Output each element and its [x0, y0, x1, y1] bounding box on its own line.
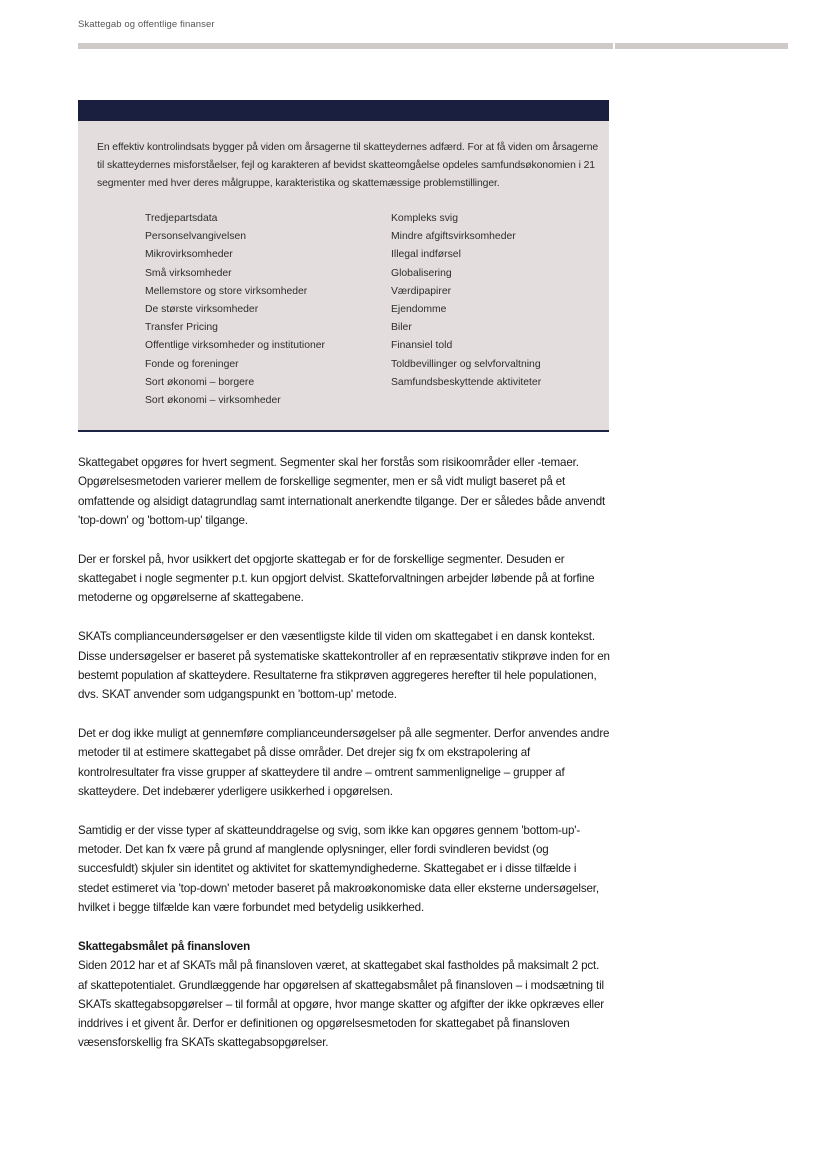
segment-item: Personselvangivelsen [145, 231, 247, 243]
segment-item: Mikrovirksomheder [145, 249, 233, 261]
body-text [78, 453, 610, 1072]
segment-item: Fonde og foreninger [145, 358, 239, 370]
header-rule [78, 43, 788, 49]
segment-item: Transfer Pricing [145, 322, 218, 334]
body-paragraph: Skattegabet opgøres for hvert segment. Segmenter skal her forstås som risikoområder eller -temaer. Opgørelsesmetoden varierer mellem de forskellige segmenter, men er så vidt muligt baseret på et omfattende og alsidigt datagrundlag samt internationalt anerkendte tilgange. Der er således både anvendt 'top-down' og 'bottom-up' tilgange. [78, 456, 606, 527]
segment-item: Sort økonomi – virksomheder [145, 395, 281, 407]
section-heading: Skattegabsmålet på finansloven [78, 939, 251, 953]
info-box-intro: En effektiv kontrolindsats bygger på viden om årsagerne til skatteydernes adfærd. For at få viden om årsagerne til skatteydernes misforståelser, fejl og karakteren af bevidst skatteomgåelse opdeles samfundsøkonomien i 21 segmenter med hver deres målgruppe, karakteristika og skattemæssige problemstillinger. [97, 142, 599, 190]
segment-item: Sort økonomi – borgere [145, 376, 255, 388]
info-box-title-bar [78, 100, 609, 121]
segment-item: Samfundsbeskyttende aktiviteter [391, 376, 542, 388]
segment-item: Biler [391, 322, 412, 334]
segment-list-right [391, 210, 606, 392]
info-box [78, 100, 609, 432]
running-header: Skattegab og offentlige finanser [78, 19, 215, 30]
body-paragraph: SKATs complianceundersøgelser er den væsentligste kilde til viden om skattegabet i en dansk kontekst. Disse undersøgelser er baseret på systematiske skattekontroller af en repræsentativ stikprøve inden for en bestemt population af skatteydere. Resultaterne fra stikprøven aggregeres herefter til hele populationen, dvs. SKAT anvender som udgangspunkt en 'bottom-up' metode. [78, 630, 610, 702]
body-paragraph: Siden 2012 har et af SKATs mål på finansloven været, at skattegabet skal fastholdes på maksimalt 2 pct. af skattepotentialet. Grundlæggende har opgørelsen af skattegabsmålet på finansloven – i modsætning til SKATs skattegabsopgørelser – til formål at opgøre, hvor mange skatter og afgifter der ikke opkræves eller inddrives i et givent år. Derfor er definitionen og opgørelsesmetoden for skattegabet på finansloven væsensforskellig fra SKATs skattegabsopgørelser. [78, 959, 604, 1050]
segment-item: Illegal indførsel [391, 249, 461, 261]
segment-item: Tredjepartsdata [145, 213, 218, 224]
segment-item: Toldbevillinger og selvforvaltning [391, 358, 541, 370]
body-paragraph: Det er dog ikke muligt at gennemføre complianceundersøgelser på alle segmenter. Derfor anvendes andre metoder til at estimere skattegabet på disse områder. Det drejer sig fx om ekstrapolering af kontrolresultater fra visse grupper af skatteydere til andre – omtrent sammenlignelige – grupper af skatteydere. Det indebærer yderligere usikkerhed i opgørelsen. [78, 727, 610, 798]
segment-item: De største virksomheder [145, 304, 259, 316]
segment-item: Finansiel told [391, 340, 453, 352]
segment-list-left [145, 210, 375, 410]
body-paragraph: Samtidig er der visse typer af skatteunddragelse og svig, som ikke kan opgøres gennem 'bottom-up'-metoder. Det kan fx være på grund af manglende oplysninger, eller fordi svindleren bevidst (og succesfuldt) skjuler sin identitet og aktivitet for skattemyndighederne. Skattegabet er i disse tilfælde i stedet estimeret via 'top-down' metoder baseret på makroøkonomiske data eller eksterne undersøgelser, hvilket i begge tilfælde kan være forbundet med betydelig usikkerhed. [78, 823, 599, 915]
segment-item: Små virksomheder [145, 267, 232, 279]
segment-item: Mellemstore og store virksomheder [145, 285, 308, 297]
segment-item: Ejendomme [391, 304, 447, 316]
segment-item: Kompleks svig [391, 213, 458, 224]
segment-item: Værdipapirer [391, 285, 452, 297]
segment-item: Globalisering [391, 267, 452, 279]
segment-item: Offentlige virksomheder og institutioner [145, 340, 326, 352]
body-paragraph: Der er forskel på, hvor usikkert det opgjorte skattegab er for de forskellige segmenter. Desuden er skattegabet i nogle segmenter p.t. kun opgjort delvist. Skatteforvaltningen arbejder løbende på at forfine metoderne og opgørelserne af skattegabene. [78, 552, 595, 605]
segment-item: Mindre afgiftsvirksomheder [391, 231, 516, 243]
